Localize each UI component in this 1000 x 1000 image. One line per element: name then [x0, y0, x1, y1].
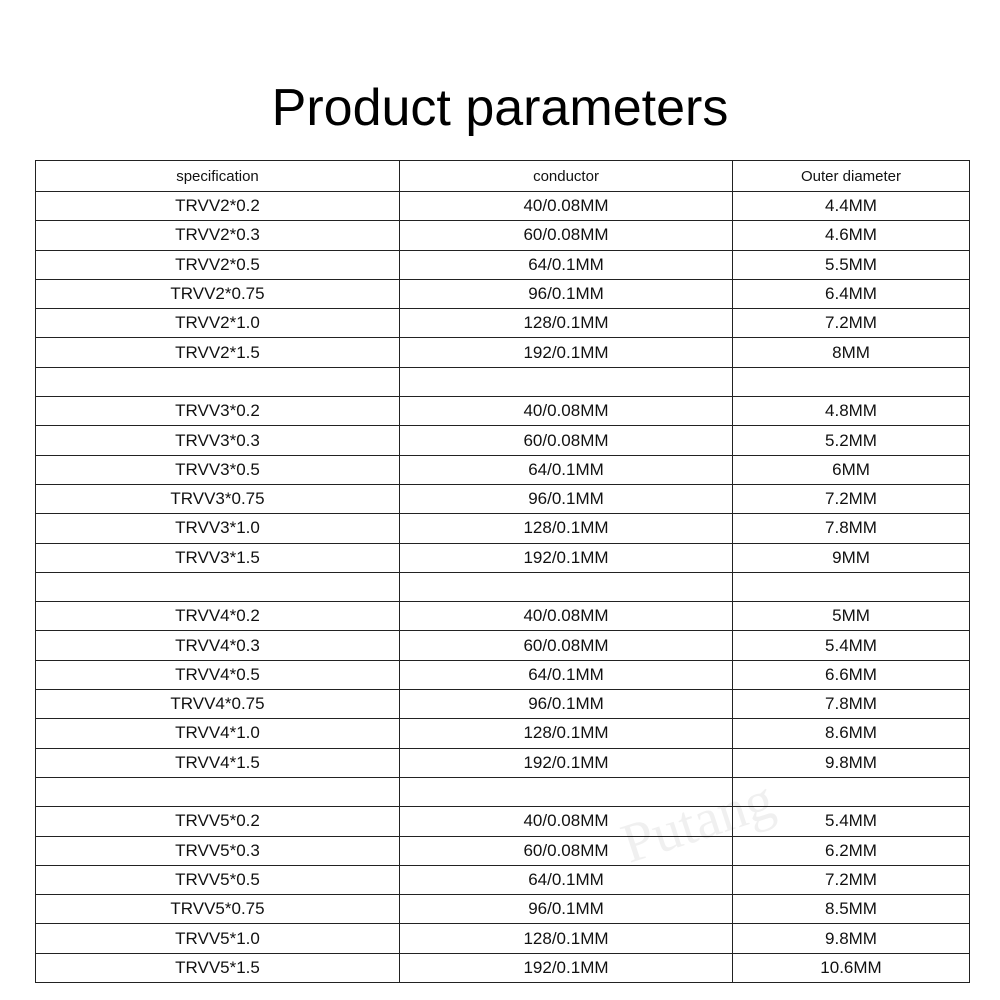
empty-cell — [400, 367, 733, 396]
cell-spec: TRVV3*1.5 — [36, 543, 400, 572]
cell-conductor: 60/0.08MM — [400, 426, 733, 455]
cell-diameter: 9MM — [733, 543, 970, 572]
cell-conductor: 192/0.1MM — [400, 748, 733, 777]
cell-diameter: 5.2MM — [733, 426, 970, 455]
cell-diameter: 7.8MM — [733, 514, 970, 543]
table-row — [36, 250, 970, 279]
cell-spec: TRVV3*0.3 — [36, 426, 400, 455]
table-row — [36, 836, 970, 865]
table-row — [36, 279, 970, 308]
cell-spec: TRVV3*0.2 — [36, 397, 400, 426]
cell-conductor: 128/0.1MM — [400, 514, 733, 543]
table-row — [36, 397, 970, 426]
table-row — [36, 895, 970, 924]
cell-spec: TRVV5*0.5 — [36, 865, 400, 894]
table-row — [36, 455, 970, 484]
table-row — [36, 543, 970, 572]
cell-conductor: 192/0.1MM — [400, 543, 733, 572]
parameters-table — [35, 160, 970, 983]
cell-conductor: 40/0.08MM — [400, 192, 733, 221]
cell-diameter: 4.6MM — [733, 221, 970, 250]
cell-spec: TRVV4*0.75 — [36, 690, 400, 719]
table-row — [36, 484, 970, 513]
empty-cell — [733, 572, 970, 601]
cell-conductor: 64/0.1MM — [400, 455, 733, 484]
spacer-row — [36, 777, 970, 806]
empty-cell — [733, 367, 970, 396]
table-body — [36, 192, 970, 983]
cell-diameter: 7.2MM — [733, 484, 970, 513]
cell-diameter: 8.6MM — [733, 719, 970, 748]
cell-diameter: 7.2MM — [733, 865, 970, 894]
cell-spec: TRVV2*0.5 — [36, 250, 400, 279]
empty-cell — [36, 777, 400, 806]
empty-cell — [400, 572, 733, 601]
page-title: Product parameters — [271, 79, 729, 137]
cell-conductor: 64/0.1MM — [400, 865, 733, 894]
watermark: Putang — [614, 768, 782, 876]
table-row — [36, 309, 970, 338]
table-row — [36, 690, 970, 719]
cell-conductor: 60/0.08MM — [400, 836, 733, 865]
cell-spec: TRVV5*0.3 — [36, 836, 400, 865]
empty-cell — [36, 572, 400, 601]
cell-diameter: 9.8MM — [733, 924, 970, 953]
cell-conductor: 40/0.08MM — [400, 397, 733, 426]
cell-conductor: 128/0.1MM — [400, 924, 733, 953]
header-specification: specification — [36, 161, 400, 192]
table-row — [36, 602, 970, 631]
cell-diameter: 7.2MM — [733, 309, 970, 338]
cell-spec: TRVV3*0.75 — [36, 484, 400, 513]
table-row — [36, 924, 970, 953]
cell-diameter: 6MM — [733, 455, 970, 484]
header-row — [36, 161, 970, 192]
table-row — [36, 514, 970, 543]
cell-conductor: 128/0.1MM — [400, 309, 733, 338]
table-row — [36, 865, 970, 894]
table-row — [36, 192, 970, 221]
cell-conductor: 64/0.1MM — [400, 660, 733, 689]
cell-spec: TRVV5*0.75 — [36, 895, 400, 924]
cell-diameter: 8MM — [733, 338, 970, 367]
empty-cell — [400, 777, 733, 806]
cell-conductor: 192/0.1MM — [400, 953, 733, 982]
cell-spec: TRVV3*1.0 — [36, 514, 400, 543]
cell-conductor: 96/0.1MM — [400, 690, 733, 719]
table-header — [36, 161, 970, 192]
cell-spec: TRVV2*0.3 — [36, 221, 400, 250]
cell-diameter: 8.5MM — [733, 895, 970, 924]
cell-spec: TRVV4*0.3 — [36, 631, 400, 660]
cell-conductor: 128/0.1MM — [400, 719, 733, 748]
cell-conductor: 96/0.1MM — [400, 895, 733, 924]
cell-diameter: 9.8MM — [733, 748, 970, 777]
cell-spec: TRVV4*0.5 — [36, 660, 400, 689]
header-outer-diameter: Outer diameter — [733, 161, 970, 192]
cell-spec: TRVV2*0.2 — [36, 192, 400, 221]
cell-spec: TRVV4*0.2 — [36, 602, 400, 631]
cell-conductor: 96/0.1MM — [400, 279, 733, 308]
table-row — [36, 748, 970, 777]
header-conductor: conductor — [400, 161, 733, 192]
table-row — [36, 426, 970, 455]
cell-conductor: 40/0.08MM — [400, 807, 733, 836]
cell-conductor: 192/0.1MM — [400, 338, 733, 367]
cell-conductor: 64/0.1MM — [400, 250, 733, 279]
cell-spec: TRVV5*1.5 — [36, 953, 400, 982]
table-row — [36, 221, 970, 250]
cell-spec: TRVV2*1.0 — [36, 309, 400, 338]
cell-spec: TRVV4*1.5 — [36, 748, 400, 777]
cell-spec: TRVV2*1.5 — [36, 338, 400, 367]
cell-diameter: 5MM — [733, 602, 970, 631]
cell-spec: TRVV4*1.0 — [36, 719, 400, 748]
cell-diameter: 5.5MM — [733, 250, 970, 279]
cell-diameter: 6.6MM — [733, 660, 970, 689]
table-row — [36, 807, 970, 836]
spacer-row — [36, 367, 970, 396]
table-row — [36, 631, 970, 660]
cell-spec: TRVV5*0.2 — [36, 807, 400, 836]
cell-spec: TRVV5*1.0 — [36, 924, 400, 953]
empty-cell — [733, 777, 970, 806]
cell-diameter: 4.4MM — [733, 192, 970, 221]
table-row — [36, 338, 970, 367]
cell-diameter: 5.4MM — [733, 807, 970, 836]
cell-conductor: 96/0.1MM — [400, 484, 733, 513]
cell-diameter: 7.8MM — [733, 690, 970, 719]
cell-diameter: 6.4MM — [733, 279, 970, 308]
table-row — [36, 953, 970, 982]
table-row — [36, 719, 970, 748]
empty-cell — [36, 367, 400, 396]
cell-diameter: 6.2MM — [733, 836, 970, 865]
cell-diameter: 5.4MM — [733, 631, 970, 660]
cell-diameter: 4.8MM — [733, 397, 970, 426]
table-row — [36, 660, 970, 689]
cell-diameter: 10.6MM — [733, 953, 970, 982]
cell-spec: TRVV2*0.75 — [36, 279, 400, 308]
cell-spec: TRVV3*0.5 — [36, 455, 400, 484]
cell-conductor: 60/0.08MM — [400, 631, 733, 660]
spacer-row — [36, 572, 970, 601]
cell-conductor: 60/0.08MM — [400, 221, 733, 250]
cell-conductor: 40/0.08MM — [400, 602, 733, 631]
